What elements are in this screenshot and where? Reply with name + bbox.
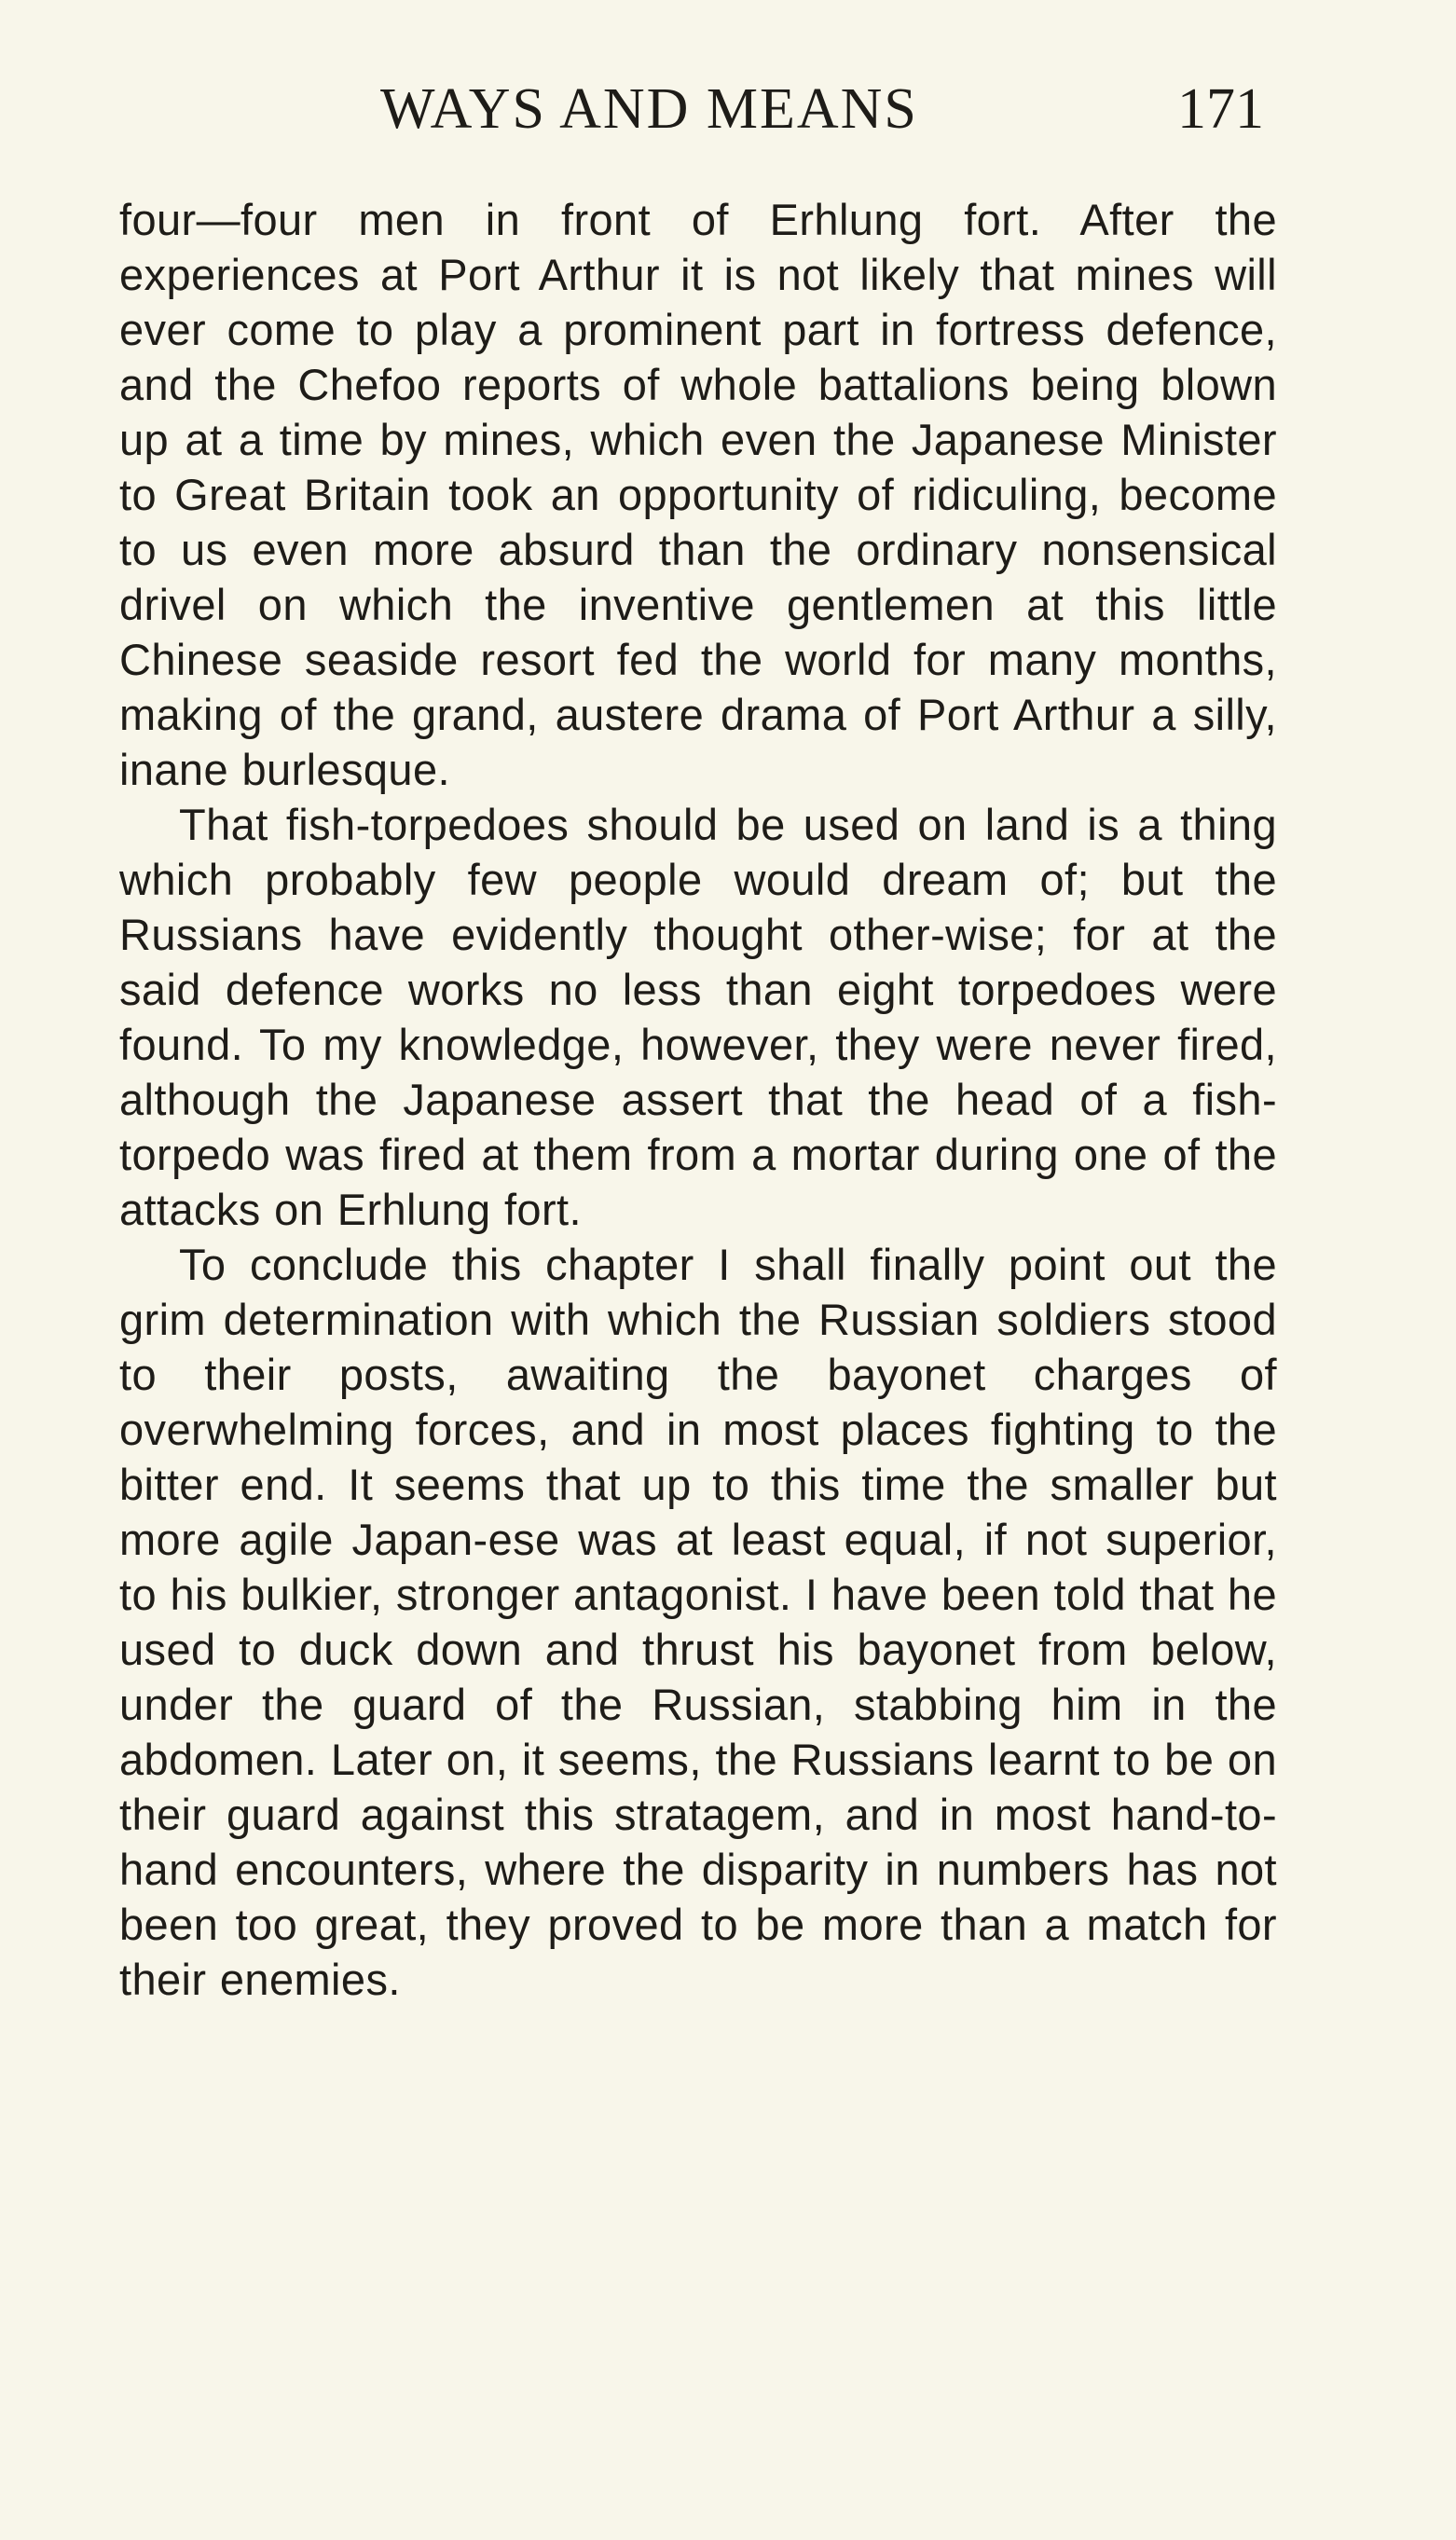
running-head <box>119 76 1264 142</box>
paragraph-conclusion: To conclude this chapter I shall finally point out the grim determination with which the Russian soldiers stood to their posts, awaiting the bayonet charges of overwhelming forces, and in most places fighting to the bitter end. It seems that up to this time the smaller but more agile Japan-ese was at least equal, if not superior, to his bulkier, stronger antagonist. I have been told that he used to duck down and thrust his bayonet from below, under the guard of the Russian, stabbing him in the abdomen. Later on, it seems, the Russians learnt to be on their guard against this stratagem, and in most hand-to-hand encounters, where the disparity in numbers has not been too great, they proved to be more than a match for their enemies. <box>119 1240 1277 2004</box>
paragraph-continued: four—four men in front of Erhlung fort. After the experiences at Port Arthur it is not likely that mines will ever come to play a prominent part in fortress defence, and the Chefoo reports of whole battalions being blown up at a time by mines, which even the Japanese Minister to Great Britain took an opportunity of ridiculing, become to us even more absurd than the ordinary nonsensical drivel on which the inventive gentlemen at this little Chinese seaside resort fed the world for many months, making of the grand, austere drama of Port Arthur a silly, inane burlesque. <box>119 195 1277 794</box>
paragraph-fish-torpedoes: That fish-torpedoes should be used on land is a thing which probably few people would dream of; but the Russians have evidently thought other-wise; for at the said defence works no less than eight torpedoes were found. To my knowledge, however, they were never fired, although the Japanese assert that the head of a fish-torpedo was fired at them from a mortar during one of the attacks on Erhlung fort. <box>119 800 1277 1234</box>
page-number: 171 <box>1177 77 1264 141</box>
running-title: WAYS AND MEANS <box>380 77 918 141</box>
body-text <box>119 192 1277 2007</box>
